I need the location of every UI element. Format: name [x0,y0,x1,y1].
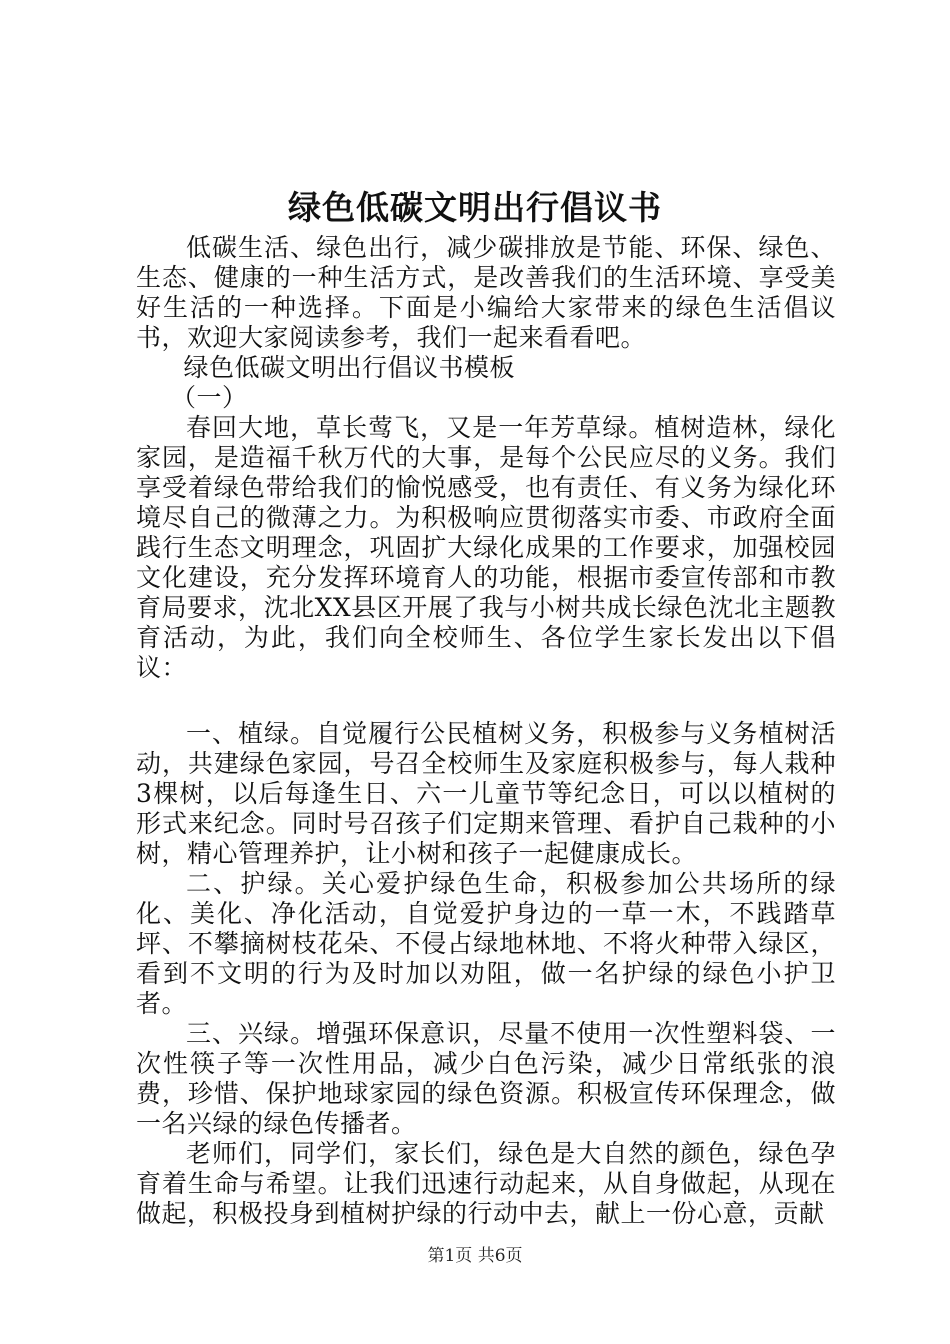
intro-paragraph: 低碳生活、绿色出行，减少碳排放是节能、环保、绿色、生态、健康的一种生活方式，是改善我们的生活环境、享受美好生活的一种选择。下面是小编给大家带来的绿色生活倡议书，欢迎大家阅读参考，我们一起来看看吧。 [136,233,836,352]
body-paragraph: 春回大地，草长莺飞，又是一年芳草绿。植树造林，绿化家园，是造福千秋万代的大事，是每个公民应尽的义务。我们享受着绿色带给我们的愉悦感受，也有责任、有义务为绿化环境尽自己的微薄之力。为积极响应贯彻落实市委、市政府全面践行生态文明理念，巩固扩大绿化成果的工作要求，加强校园文化建设，充分发挥环境育人的功能，根据市委宣传部和市教育局要求，沈北XX县区开展了我与小树共成长绿色沈北主题教育活动，为此，我们向全校师生、各位学生家长发出以下倡议： [136,413,836,682]
body-paragraph: 三、兴绿。增强环保意识，尽量不使用一次性塑料袋、一次性筷子等一次性用品，减少白色污染，减少日常纸张的浪费，珍惜、保护地球家园的绿色资源。积极宣传环保理念，做一名兴绿的绿色传播者。 [136,1019,836,1138]
document-body [136,233,836,1229]
body-paragraph: 二、护绿。关心爱护绿色生命，积极参加公共场所的绿化、美化、净化活动，自觉爱护身边的一草一木，不践踏草坪、不攀摘树枝花朵、不侵占绿地林地、不将火种带入绿区，看到不文明的行为及时加以劝阻，做一名护绿的绿色小护卫者。 [136,869,836,1018]
page-footer: 第1页 共6页 [427,1246,523,1266]
section-number: （一） [171,383,248,412]
body-paragraph: 一、植绿。自觉履行公民植树义务，积极参与义务植树活动，共建绿色家园，号召全校师生及家庭积极参与，每人栽种3棵树，以后每逢生日、六一儿童节等纪念日，可以以植树的形式来纪念。同时号召孩子们定期来管理、看护自己栽种的小树，精心管理养护，让小树和孩子一起健康成长。 [136,719,836,868]
body-paragraph: 老师们，同学们，家长们，绿色是大自然的颜色，绿色孕育着生命与希望。让我们迅速行动起来，从自身做起，从现在做起，积极投身到植树护绿的行动中去，献上一份心意，贡献 [136,1139,836,1228]
document-title: 绿色低碳文明出行倡议书 [288,188,662,227]
template-heading: 绿色低碳文明出行倡议书模板 [183,353,516,382]
